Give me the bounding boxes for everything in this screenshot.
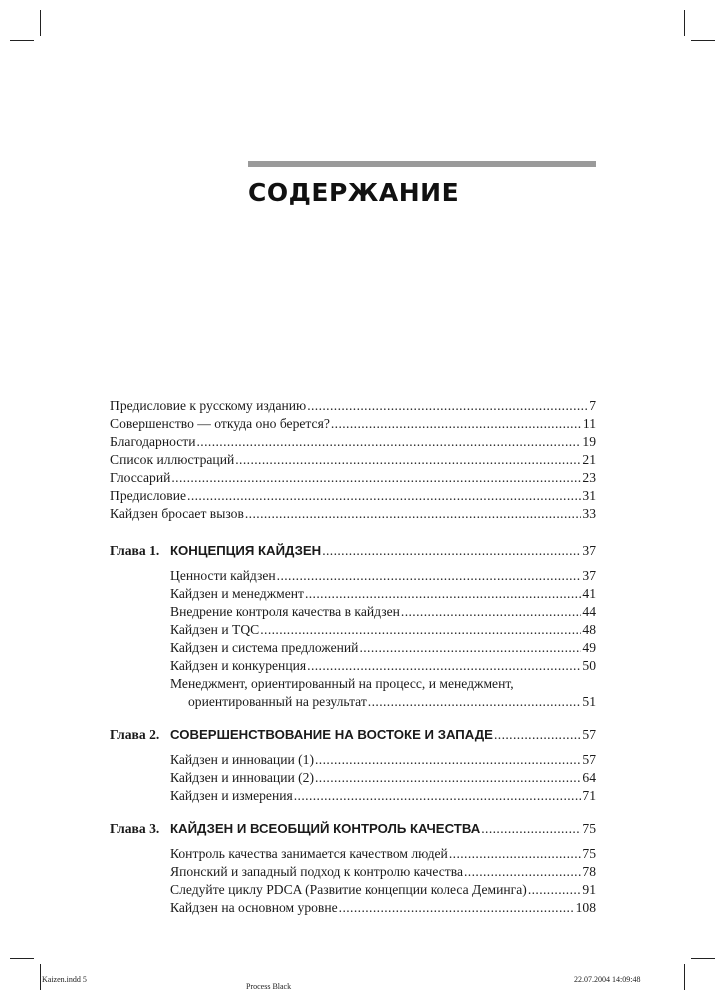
dot-leader <box>528 881 582 899</box>
chapter-title: КАЙДЗЕН И ВСЕОБЩИЙ КОНТРОЛЬ КАЧЕСТВА <box>170 821 481 836</box>
toc-entry-label: Кайдзен бросает вызов <box>110 506 244 521</box>
dot-leader <box>401 603 582 621</box>
toc-entry[interactable] <box>170 567 596 585</box>
toc-entry-label: Кайдзен и конкуренция <box>170 658 307 673</box>
toc-entry-page: 51 <box>582 694 596 709</box>
dot-leader <box>245 505 582 523</box>
dot-leader <box>494 725 581 745</box>
dot-leader <box>235 451 581 469</box>
toc-entry[interactable] <box>170 751 596 769</box>
dot-leader <box>359 639 581 657</box>
toc-entry-label: Контроль качества занимается качеством людей <box>170 846 448 861</box>
toc-entry-page: 19 <box>582 434 596 449</box>
toc-entry[interactable] <box>110 487 596 505</box>
dot-leader <box>331 415 582 433</box>
toc-entry-label: Совершенство — откуда оно берется? <box>110 416 330 431</box>
toc-entry-page: 37 <box>582 568 596 583</box>
toc-entry-label: Следуйте циклу PDCA (Развитие концепции колеса Деминга) <box>170 882 527 897</box>
dot-leader <box>339 899 575 917</box>
dot-leader <box>481 819 581 839</box>
chapter-2 <box>110 725 596 805</box>
dot-leader <box>464 863 581 881</box>
dot-leader <box>277 567 582 585</box>
dot-leader <box>187 487 581 505</box>
chapter-number: Глава 1. <box>110 543 160 558</box>
crop-mark-bottom-left-horizontal <box>10 958 34 959</box>
toc-entry-label: Кайдзен на основном уровне <box>170 900 338 915</box>
toc-entry-label: Внедрение контроля качества в кайдзен <box>170 604 400 619</box>
dot-leader <box>307 397 588 415</box>
toc-entry-label: Кайдзен и инновации (2) <box>170 770 314 785</box>
chapter-heading[interactable] <box>110 541 596 561</box>
toc-entry-label: Кайдзен и менеджмент <box>170 586 304 601</box>
title-rule <box>248 161 596 167</box>
toc-entry-page: 91 <box>582 882 596 897</box>
toc-entry-label: Кайдзен и измерения <box>170 788 293 803</box>
crop-mark-top-right-vertical <box>684 10 685 36</box>
dot-leader <box>307 657 581 675</box>
toc-entry[interactable] <box>170 621 596 639</box>
footer-date: 22.07.2004 14:09:48 <box>574 975 641 984</box>
toc-entry-page: 71 <box>582 788 596 803</box>
toc-entry-page: 64 <box>582 770 596 785</box>
toc-entry[interactable] <box>170 899 596 917</box>
front-matter-list <box>110 397 596 523</box>
chapter-title: КОНЦЕПЦИЯ КАЙДЗЕН <box>170 543 322 558</box>
toc-entry[interactable] <box>170 881 596 899</box>
dot-leader <box>449 845 582 863</box>
crop-mark-top-left-horizontal <box>10 40 34 41</box>
footer-file: Kaizen.indd 5 <box>42 975 87 984</box>
chapter-number: Глава 2. <box>110 727 160 742</box>
chapter-heading[interactable] <box>110 725 596 745</box>
dot-leader <box>322 541 581 561</box>
dot-leader <box>294 787 582 805</box>
dot-leader <box>305 585 581 603</box>
toc-entry[interactable] <box>170 787 596 805</box>
toc-entry-label: Список иллюстраций <box>110 452 235 467</box>
toc-entry-page: 57 <box>582 752 596 767</box>
toc-entry-label-line2: ориентированный на результат <box>188 694 367 709</box>
toc-entry-label: Ценности кайдзен <box>170 568 276 583</box>
toc-entry-multiline[interactable] <box>110 675 596 711</box>
table-of-contents <box>110 397 596 931</box>
chapter-3 <box>110 819 596 917</box>
dot-leader <box>368 693 582 711</box>
toc-entry-label: Японский и западный подход к контролю качества <box>170 864 463 879</box>
toc-entry[interactable] <box>170 845 596 863</box>
chapter-1 <box>110 541 596 711</box>
crop-mark-top-left-vertical <box>40 10 41 36</box>
toc-entry[interactable] <box>110 469 596 487</box>
toc-entry-page: 44 <box>582 604 596 619</box>
toc-entry-page: 21 <box>582 452 596 467</box>
toc-entry-page: 11 <box>582 416 596 431</box>
toc-entry-page: 75 <box>582 846 596 861</box>
toc-entry[interactable] <box>110 415 596 433</box>
crop-mark-bottom-right-vertical <box>684 964 685 990</box>
toc-entry[interactable] <box>110 397 596 415</box>
toc-entry[interactable] <box>170 585 596 603</box>
toc-entry[interactable] <box>170 769 596 787</box>
toc-entry[interactable] <box>170 639 596 657</box>
toc-entry-page: 7 <box>589 398 596 413</box>
toc-entry-label: Кайдзен и система предложений <box>170 640 359 655</box>
toc-entry-page: 41 <box>582 586 596 601</box>
toc-entry-page: 108 <box>575 900 596 915</box>
toc-entry-page: 48 <box>582 622 596 637</box>
crop-mark-bottom-left-vertical <box>40 964 41 990</box>
toc-entry-label: Предисловие <box>110 488 187 503</box>
chapter-page: 57 <box>582 727 596 742</box>
toc-entry[interactable] <box>170 603 596 621</box>
chapter-page: 37 <box>582 543 596 558</box>
toc-entry[interactable] <box>110 451 596 469</box>
toc-entry-page: 49 <box>582 640 596 655</box>
chapter-number: Глава 3. <box>110 821 160 836</box>
toc-entry-label: Кайдзен и TQC <box>170 622 260 637</box>
toc-entry-page: 50 <box>582 658 596 673</box>
dot-leader <box>315 769 581 787</box>
chapter-page: 75 <box>582 821 596 836</box>
toc-entry-page: 78 <box>582 864 596 879</box>
toc-entry[interactable] <box>170 657 596 675</box>
toc-entry-label: Глоссарий <box>110 470 171 485</box>
dot-leader <box>171 469 581 487</box>
crop-mark-bottom-right-horizontal <box>691 958 715 959</box>
chapter-heading[interactable] <box>110 819 596 839</box>
toc-entry[interactable] <box>110 433 596 451</box>
toc-entry[interactable] <box>170 863 596 881</box>
toc-entry-label: Предисловие к русскому изданию <box>110 398 307 413</box>
toc-entry-label: Благодарности <box>110 434 196 449</box>
dot-leader <box>197 433 582 451</box>
toc-entry-label: Кайдзен и инновации (1) <box>170 752 314 767</box>
toc-entry-page: 23 <box>582 470 596 485</box>
toc-entry-page: 33 <box>582 506 596 521</box>
dot-leader <box>260 621 581 639</box>
toc-entry-label-line1: Менеджмент, ориентированный на процесс, и менеджмент, <box>170 676 514 691</box>
toc-entry-page: 31 <box>582 488 596 503</box>
crop-mark-top-right-horizontal <box>691 40 715 41</box>
toc-entry[interactable] <box>110 505 596 523</box>
footer-color: Process Black <box>246 982 292 991</box>
page-title: СОДЕРЖАНИЕ <box>248 178 460 207</box>
chapter-title: СОВЕРШЕНСТВОВАНИЕ НА ВОСТОКЕ И ЗАПАДЕ <box>170 727 493 742</box>
dot-leader <box>315 751 581 769</box>
